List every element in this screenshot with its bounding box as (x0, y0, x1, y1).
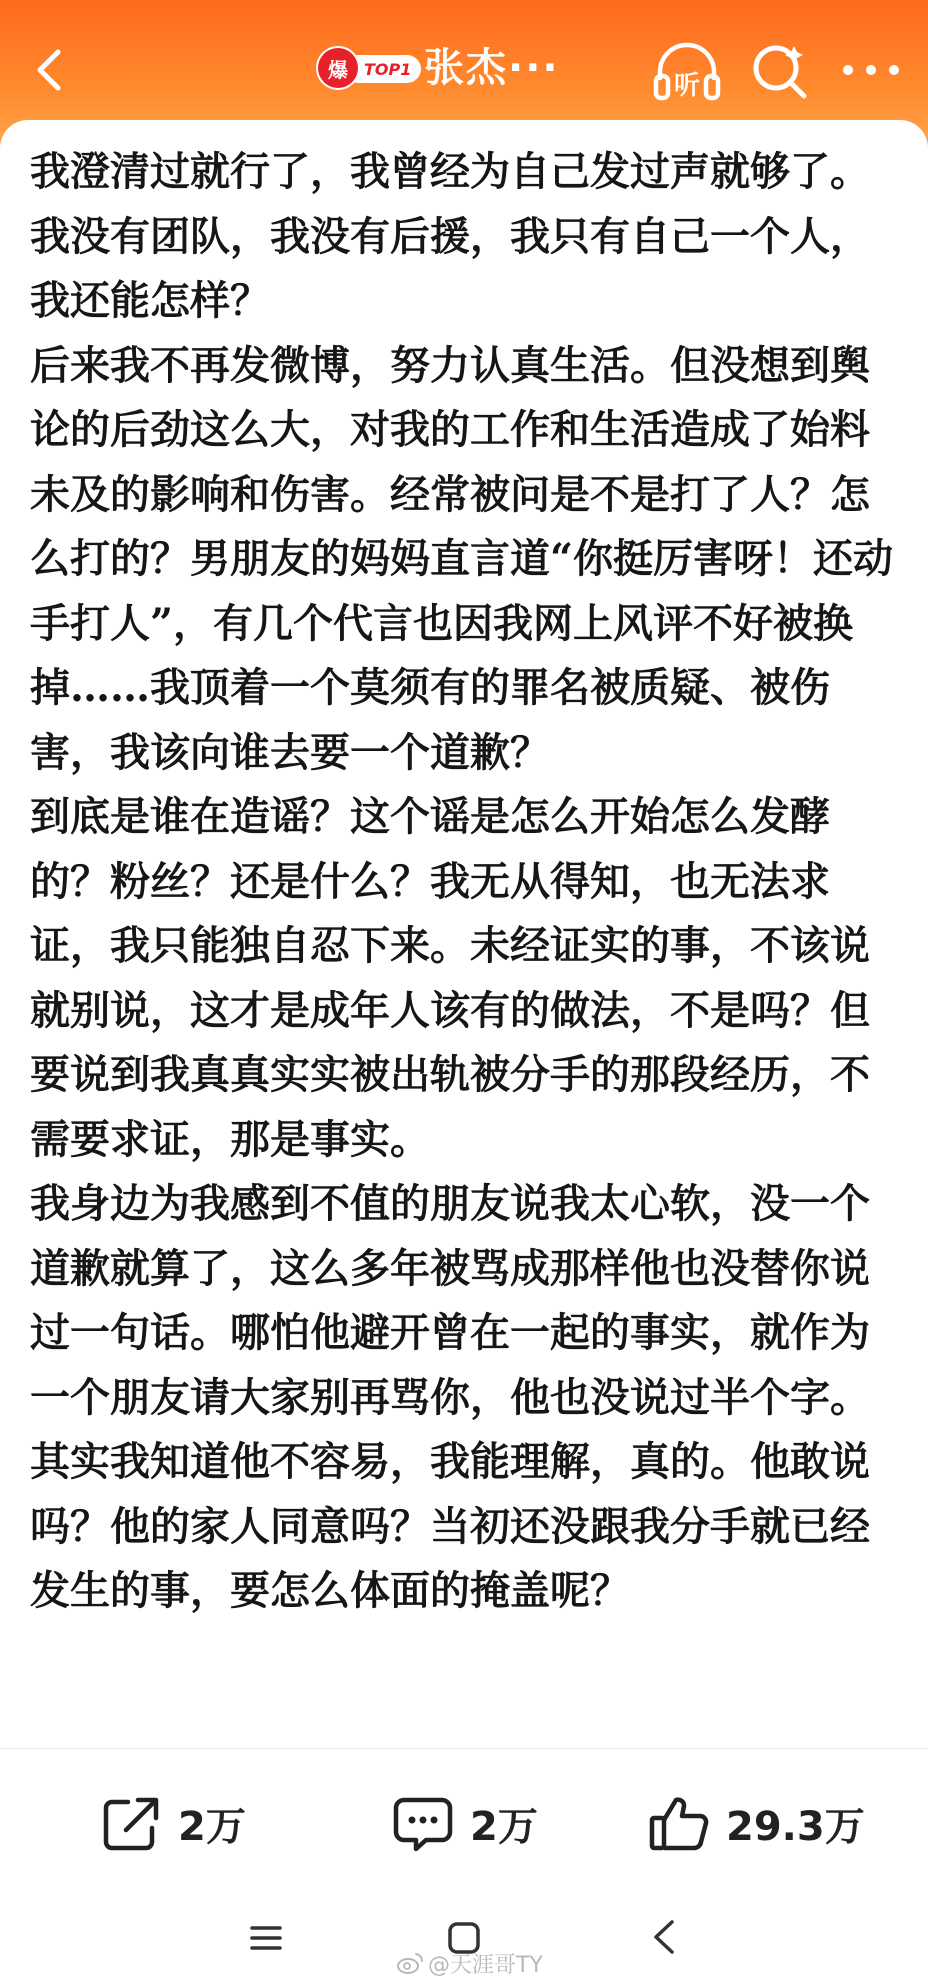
article-paragraph-2: 后来我不再发微博，努力认真生活。但没想到舆论的后劲这么大，对我的工作和生活造成了始料未及的影响和伤害。经常被问是不是打了人？怎么打的？男朋友的妈妈直言道“你挺厉害呀！还动手打人”，有几个代言也因我网上风评不好被换掉……我顶着一个莫须有的罪名被质疑、被伤害，我该向谁去要一个道歉？ (30, 341, 894, 776)
hot-rank-label: TOP1 (344, 55, 421, 83)
listen-button[interactable] (652, 38, 722, 104)
article-partial-top-line (30, 120, 908, 140)
article-paragraph-1: 我澄清过就行了，我曾经为自己发过声就够了。我没有团队，我没有后援，我只有自己一个人，我还能怎样？ (30, 148, 870, 324)
page-title[interactable]: 张杰··· (424, 45, 560, 91)
more-button[interactable] (836, 50, 906, 90)
article-paragraph-3: 到底是谁在造谣？这个谣是怎么开始怎么发酵的？粉丝？还是什么？我无从得知，也无法求证，我只能独自忍下来。未经证实的事，不该说就别说，这才是成年人该有的做法，不是吗？但要说到我真真实实被出轨被分手的那段经历，不需要求证，那是事实。 (30, 793, 870, 1163)
share-button[interactable] (100, 1773, 246, 1873)
comment-button[interactable] (392, 1773, 538, 1873)
search-icon (748, 38, 812, 102)
article-paragraph-4: 我身边为我感到不值的朋友说我太心软，没一个道歉就算了，这么多年被骂成那样他也没替你说过一句话。哪怕他避开曾在一起的事实，就作为一个朋友请大家别再骂你，他也没说过半个字。 (30, 1180, 870, 1421)
watermark (396, 1946, 543, 1980)
more-dots-icon (836, 50, 906, 90)
back-button[interactable] (20, 40, 80, 100)
search-button[interactable] (748, 38, 812, 102)
watermark-text: @天涯哥TY (428, 1952, 543, 1978)
action-bar (0, 1748, 928, 1888)
listen-label: 听 (673, 71, 701, 101)
thumbs-up-icon (648, 1792, 710, 1854)
headphones-icon (652, 38, 722, 104)
chevron-left-icon (644, 1914, 684, 1960)
menu-icon (246, 1918, 286, 1958)
like-count: 29.3万 (726, 1803, 865, 1850)
weibo-logo-icon (396, 1951, 424, 1975)
article-paragraph-5: 其实我知道他不容易，我能理解，真的。他敢说吗？他的家人同意吗？当初还没跟我分手就已经发生的事，要怎么体面的掩盖呢？ (30, 1438, 870, 1614)
comment-icon (392, 1792, 454, 1854)
recent-apps-button[interactable] (246, 1918, 286, 1958)
article-body (30, 120, 908, 1624)
chevron-left-icon (20, 40, 80, 100)
hot-badge-icon: 爆 (318, 48, 358, 88)
system-back-button[interactable] (644, 1914, 684, 1960)
share-icon (100, 1792, 162, 1854)
comment-count: 2万 (470, 1803, 538, 1850)
like-button[interactable] (648, 1773, 865, 1873)
hot-rank-badge (318, 48, 412, 88)
system-nav-bar (0, 1888, 928, 1988)
article-card[interactable] (0, 120, 928, 1748)
share-count: 2万 (178, 1803, 246, 1850)
